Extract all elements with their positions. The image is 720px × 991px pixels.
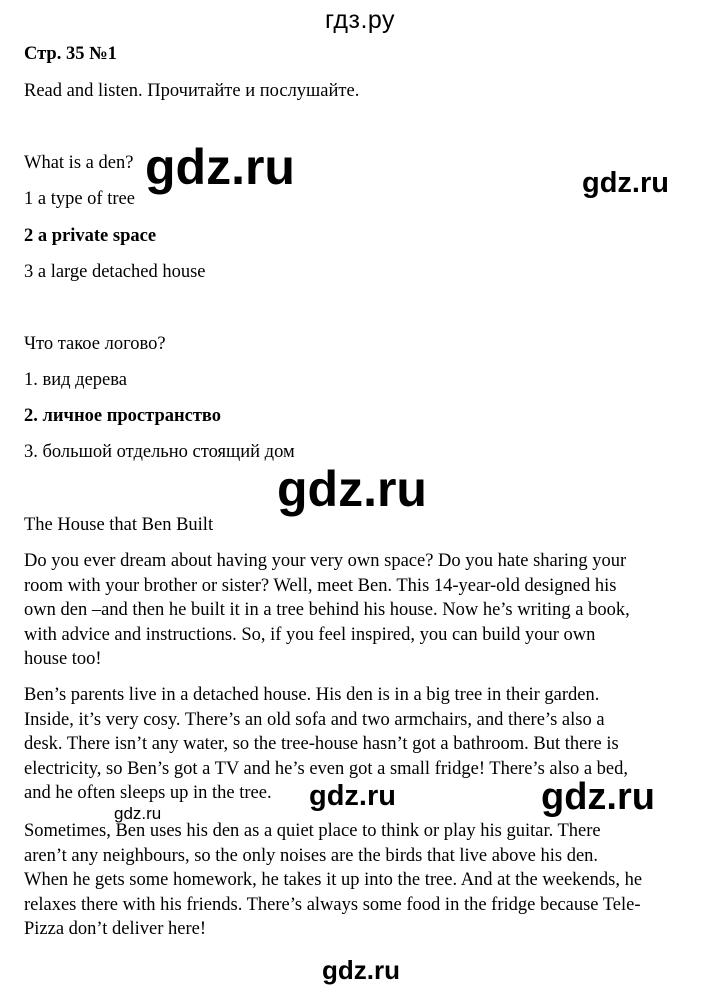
story-line: Pizza don’t deliver here! bbox=[24, 919, 207, 939]
story-line: room with your brother or sister? Well, meet Ben. This 14-year-old designed his bbox=[24, 575, 617, 596]
watermark-medium: gdz.ru bbox=[309, 780, 396, 812]
story-line: When he gets some homework, he takes it up into the tree. And at the weekends, he bbox=[24, 870, 643, 890]
option-en-2-answer: 2 a private space bbox=[24, 226, 157, 246]
story-line: Do you ever dream about having your very own space? Do you hate sharing your bbox=[24, 551, 627, 571]
watermark-medium: gdz.ru bbox=[582, 167, 669, 199]
option-en-3: 3 a large detached house bbox=[24, 262, 206, 282]
option-ru-3: 3. большой отдельно стоящий дом bbox=[24, 442, 295, 462]
story-line: house too! bbox=[24, 649, 102, 669]
story-line: desk. There isn’t any water, so the tree-house hasn’t got a bathroom. But there is bbox=[24, 734, 619, 754]
story-line: own den –and then he built it in a tree behind his house. Now he’s writing a book, bbox=[24, 600, 630, 620]
option-en-1: 1 a type of tree bbox=[24, 189, 135, 209]
story-line: Inside, it’s very cosy. There’s an old sofa and two armchairs, and there’s also a bbox=[24, 709, 605, 730]
page-heading: Стр. 35 №1 bbox=[24, 44, 117, 64]
story-line: Ben’s parents live in a detached house. His den is in a big tree in their garden. bbox=[24, 685, 600, 705]
watermark-large: gdz.ru bbox=[145, 139, 295, 195]
question-en: What is a den? bbox=[24, 153, 134, 173]
story-line: aren’t any neighbours, so the only noises are the birds that live above his den. bbox=[24, 845, 599, 866]
story-line: Sometimes, Ben uses his den as a quiet place to think or play his guitar. There bbox=[24, 821, 601, 841]
story-line: and he often sleeps up in the tree. bbox=[24, 783, 272, 803]
watermark-large: gdz.ru bbox=[541, 776, 655, 818]
option-ru-1: 1. вид дерева bbox=[24, 370, 127, 390]
watermark-bottom: gdz.ru bbox=[322, 955, 400, 985]
story-paragraph-1 bbox=[24, 549, 704, 672]
watermark-large: gdz.ru bbox=[277, 461, 427, 517]
site-watermark-top: гдз.ру bbox=[324, 6, 396, 34]
story-paragraph-3 bbox=[24, 819, 704, 942]
story-title: The House that Ben Built bbox=[24, 515, 214, 535]
question-ru: Что такое логово? bbox=[24, 334, 166, 354]
story-line: with advice and instructions. So, if you feel inspired, you can build your own bbox=[24, 624, 596, 645]
instruction-text: Read and listen. Прочитайте и послушайте. bbox=[24, 81, 360, 101]
story-line: relaxes there with his friends. There’s always some food in the fridge because Tele- bbox=[24, 894, 641, 915]
watermark-small: gdz.ru bbox=[114, 804, 162, 823]
option-ru-2-answer: 2. личное пространство bbox=[24, 406, 222, 426]
story-line: electricity, so Ben’s got a TV and he’s even got a small fridge! There’s also a bed, bbox=[24, 758, 628, 779]
